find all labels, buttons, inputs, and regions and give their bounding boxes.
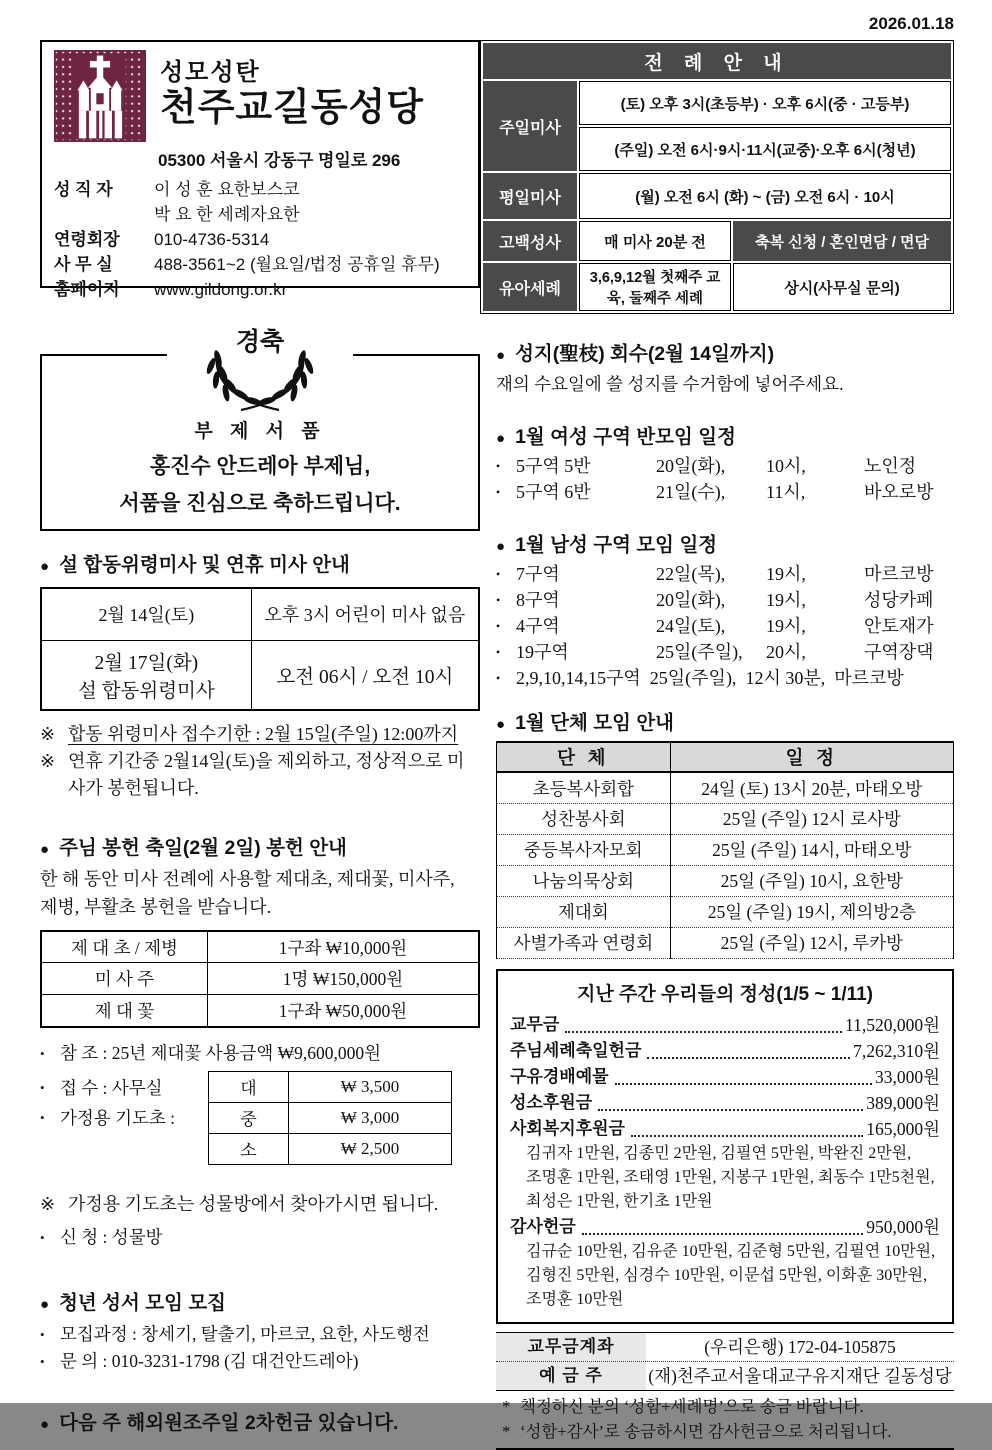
left-column: [40, 328, 480, 1450]
account-box: [496, 1332, 954, 1450]
district-name: 4구역: [516, 616, 560, 637]
seollal-row1-desc: 오후 3시 어린이 미사 없음: [251, 588, 479, 640]
meeting-place: 마르코방: [834, 668, 904, 689]
offering-heading-text: 주님 봉헌 축일(2월 2일) 봉헌 안내: [59, 837, 347, 859]
candle-notes: [40, 1071, 208, 1165]
youth-item1: [40, 1321, 480, 1348]
seollal-note1-text: 합동 위령미사 접수기한 : 2월 15일(주일) 12:00까지: [68, 724, 459, 744]
welfare-donors-line: 김귀자 1만원, 김종민 2만원, 김필연 5만원, 박완진 2만원,: [526, 1144, 912, 1162]
note-mark-icon: ※: [40, 751, 56, 771]
second-collection-text: 다음 주 해외원조주일 2차헌금 있습니다.: [59, 1411, 399, 1434]
info-label: 사 무 실: [54, 255, 113, 274]
men-heading: [496, 529, 954, 557]
info-value: 488-3561~2 (월요일/법정 공휴일 휴무): [154, 255, 440, 274]
church-info-box: [40, 40, 480, 299]
church-titles: [160, 50, 424, 131]
account-note: [502, 1419, 952, 1444]
meeting-place: 바오로방: [864, 482, 934, 503]
candle-pickup-text: 가정용 기도초는 성물방에서 찾아가시면 됩니다.: [68, 1193, 439, 1214]
donation-amount: 950,000원: [866, 1216, 940, 1237]
account-label: 교무금계좌: [496, 1333, 646, 1361]
thanks-donors-line: 조명훈 10만원: [526, 1290, 624, 1308]
meeting-place: 구역장댁: [864, 642, 934, 663]
donation-label: 사회복지후원금: [510, 1118, 625, 1138]
offering-price: 1구좌 ₩10,000원: [207, 931, 479, 963]
donation-label: 교무금: [510, 1014, 560, 1034]
district-name: 2,9,10,14,15구역: [516, 668, 641, 689]
youth-item1-text: 모집과정 : 창세기, 탈출기, 마르코, 요한, 사도행전: [60, 1323, 430, 1344]
offering-table: [40, 930, 480, 1028]
thanks-donors-line: 김형진 5만원, 심경수 10만원, 이문섭 5만원, 이화훈 30만원,: [526, 1266, 928, 1284]
offering-item: 미 사 주: [41, 963, 207, 995]
sunday-mass-saturday: (토) 오후 3시(초등부) · 오후 6시(중 · 고등부): [579, 81, 951, 125]
dotted-leader: [631, 1135, 863, 1137]
info-value: 010-4736-5314: [154, 230, 270, 249]
account-note: [502, 1394, 952, 1419]
church-logo-icon: [54, 50, 146, 142]
table-row: [497, 772, 954, 803]
note-mark-icon: ※: [40, 724, 56, 744]
dot-icon: •: [496, 619, 501, 634]
group-name: 중등복사자모회: [497, 834, 671, 865]
welfare-donors-line: 최성은 1만원, 한기초 1만원: [526, 1192, 713, 1210]
welfare-donors-line: 조명훈 1만원, 조태영 1만원, 지봉구 1만원, 최동수 1만5천원,: [526, 1168, 935, 1186]
offering-item: 제 대 초 / 제병: [41, 931, 207, 963]
group-schedule: 25일 (주일) 12시 로사방: [670, 803, 953, 834]
meeting-time: 19시,: [766, 590, 806, 611]
dotted-leader: [615, 1083, 872, 1085]
dot-icon: •: [496, 671, 501, 686]
dot-icon: •: [40, 1229, 45, 1245]
offering-item: 제 대 꽃: [41, 995, 207, 1027]
donation-amount: 7,262,310원: [853, 1040, 940, 1061]
candle-price: ₩ 3,000: [289, 1102, 452, 1133]
right-column: [496, 338, 954, 1450]
meeting-place: 노인정: [864, 456, 917, 477]
liturgy-table: [480, 40, 954, 314]
group-name: 제대회: [497, 896, 671, 927]
laurel-wreath-wrap: [167, 326, 353, 418]
youth-item2: [40, 1348, 480, 1375]
dot-icon: •: [40, 1045, 45, 1061]
offering-price: 1명 ₩150,000원: [207, 963, 479, 995]
group-schedule: 25일 (주일) 19시, 제의방2층: [670, 896, 953, 927]
meeting-place: 안토재가: [864, 616, 934, 637]
note-mark-icon: ※: [40, 1193, 56, 1214]
meeting-date: 24일(토),: [656, 616, 726, 637]
district-name: 5구역 5반: [516, 456, 591, 477]
donation-entry: [510, 1012, 940, 1038]
bullet-icon: ●: [40, 558, 50, 575]
infant-baptism-note: 상시(사무실 문의): [733, 263, 951, 311]
meeting-place: 성당카페: [864, 590, 934, 611]
group-schedule: 25일 (주일) 14시, 마태오방: [670, 834, 953, 865]
palm-heading-text: 성지(聖枝) 회수(2월 14일까지): [515, 343, 775, 365]
donation-label: 성소후원금: [510, 1092, 593, 1112]
ordination-subtitle: 부 제 서 품: [194, 421, 326, 442]
groups-heading: [496, 707, 954, 735]
seollal-note2-text: 연휴 기간중 2월14일(토)을 제외하고, 정상적으로 미사가 봉헌됩니다.: [68, 751, 465, 798]
donation-entry: [510, 1090, 940, 1116]
donation-amount: 33,000원: [874, 1066, 940, 1087]
district-name: 8구역: [516, 590, 560, 611]
weekday-mass-times: (월) 오전 6시 (화) ~ (금) 오전 6시 · 10시: [579, 173, 951, 219]
seollal-heading-text: 설 합동위령미사 및 연휴 미사 안내: [59, 554, 350, 576]
groups-col-name: 단 체: [497, 742, 671, 772]
donation-label: 구유경배예물: [510, 1066, 609, 1086]
seollal-row1-date: 2월 14일(토): [41, 588, 251, 640]
seollal-row2-date1: 2월 17일(화): [94, 652, 199, 674]
thanks-donors-line: 김규순 10만원, 김유준 10만원, 김준형 5만원, 김필연 10만원,: [526, 1242, 936, 1260]
meeting-time: 12시 30분,: [745, 668, 826, 689]
offering-heading: [40, 832, 480, 860]
bullet-icon: ●: [496, 716, 506, 734]
bullet-icon: ●: [40, 1415, 50, 1433]
sunday-mass-sunday: (주일) 오전 6시·9시·11시(교중)·오후 6시(청년): [579, 127, 951, 171]
men-heading-text: 1월 남성 구역 모임 일정: [515, 534, 718, 557]
dot-icon: •: [496, 459, 501, 474]
bullet-icon: ●: [40, 1295, 50, 1313]
youth-item2-text: 문 의 : 010-3231-1798 (김 대건안드레아): [60, 1350, 359, 1371]
table-row: [497, 896, 954, 927]
district-name: 7구역: [516, 564, 560, 585]
dot-icon: •: [496, 645, 501, 660]
issue-date: 2026.01.18: [868, 14, 954, 33]
table-row: [497, 927, 954, 958]
offering-intro-line1: 한 해 동안 미사 전례에 사용할 제대초, 제대꽃, 미사주,: [40, 869, 455, 889]
account-notes: [496, 1391, 954, 1448]
dotted-leader: [582, 1233, 864, 1235]
congrats-label: 경축: [235, 328, 285, 356]
offering-intro: [40, 866, 480, 922]
candle-price: ₩ 2,500: [289, 1133, 452, 1164]
bullet-icon: ●: [496, 430, 506, 448]
info-line-homepage: [54, 277, 468, 302]
meeting-time: 19시,: [766, 564, 806, 585]
info-line-office: [54, 252, 468, 277]
candle-apply-note: [40, 1224, 480, 1251]
account-note1-text: 책정하신 분의 ‘성함+세례명’으로 송금 바랍니다.: [520, 1396, 864, 1416]
info-value: 박 요 한 세례자요한: [154, 205, 300, 224]
schedule-row: [496, 479, 954, 505]
info-label: 홈페이지: [54, 280, 120, 299]
body-columns: [40, 328, 954, 1450]
church-name: 천주교길동성당: [160, 87, 424, 129]
offering-ref-note: [40, 1040, 480, 1067]
candle-size: 중: [209, 1102, 289, 1133]
candle-pickup-note: [40, 1191, 480, 1218]
group-name: 성찬봉사회: [497, 803, 671, 834]
header: [40, 40, 954, 314]
men-rows: [496, 561, 954, 691]
women-rows: [496, 453, 954, 505]
dotted-leader: [565, 1031, 842, 1033]
candle-price-table: [208, 1071, 452, 1165]
dotted-leader: [647, 1057, 850, 1059]
meeting-date: 21일(수),: [656, 482, 726, 503]
group-schedule: 24일 (토) 13시 20분, 마태오방: [670, 772, 953, 803]
account-row: [496, 1333, 954, 1362]
group-schedule: 25일 (주일) 12시, 루카방: [670, 927, 953, 958]
offering-intro-line2: 제병, 부활초 봉헌을 받습니다.: [40, 896, 272, 917]
donation-entry: [510, 1116, 940, 1142]
account-number: (우리은행) 172-04-105875: [704, 1337, 896, 1358]
confession-label: 고백성사: [483, 221, 577, 261]
donation-amount: 11,520,000원: [844, 1014, 940, 1035]
dot-icon: •: [40, 1326, 45, 1342]
groups-table: [496, 741, 954, 959]
donations-title: 지난 주간 우리들의 정성(1/5 ~ 1/11): [576, 983, 874, 1005]
bullet-icon: ●: [40, 841, 50, 858]
seollal-row2-desc: 오전 06시 / 오전 10시: [251, 640, 479, 710]
laurel-wreath-icon: [175, 326, 345, 418]
seollal-note2: [40, 748, 480, 802]
candle-section: [40, 1071, 480, 1165]
candle-size: 소: [209, 1133, 289, 1164]
offering-ref-text: 참 조 : 25년 제대꽃 사용금액 ₩9,600,000원: [60, 1042, 382, 1063]
meeting-time: 20시,: [766, 642, 806, 663]
offering-receipt-text: 접 수 : 사무실: [60, 1077, 163, 1098]
dot-icon: •: [496, 567, 501, 582]
group-name: 초등복사회합: [497, 772, 671, 803]
schedule-row: [496, 561, 954, 587]
table-row: [497, 803, 954, 834]
schedule-row: [496, 665, 954, 691]
youth-heading-text: 청년 성서 모임 모집: [59, 1291, 227, 1314]
church-address: 05300 서울시 강동구 명일로 296: [158, 151, 401, 170]
meeting-time: 10시,: [766, 456, 806, 477]
district-name: 5구역 6반: [516, 482, 591, 503]
dot-icon: •: [40, 1109, 45, 1125]
women-heading: [496, 421, 954, 449]
info-value: 이 성 훈 요한보스코: [154, 180, 300, 199]
schedule-row: [496, 639, 954, 665]
dot-icon: •: [496, 485, 501, 500]
account-row: [496, 1362, 954, 1391]
seollal-heading: [40, 549, 480, 577]
confession-time: 매 미사 20분 전: [579, 221, 731, 261]
donation-entry: [510, 1064, 940, 1090]
church-logo-row: [54, 50, 468, 142]
celebration-box: [40, 328, 480, 531]
homepage-url: www.gildong.or.kr: [154, 280, 288, 299]
account-note2-text: ‘성함+감사’로 송금하시면 감사헌금으로 처리됩니다.: [520, 1421, 892, 1441]
group-name: 사별가족과 연령회: [497, 927, 671, 958]
info-line-priest: [54, 177, 468, 202]
seollal-table: [40, 587, 480, 711]
weekday-mass-label: 평일미사: [483, 173, 577, 219]
meeting-date: 25일(주일),: [649, 668, 737, 689]
offering-receipt-note: [40, 1073, 208, 1103]
ordination-line1: 홍진수 안드레아 부제님,: [149, 455, 371, 478]
info-label: [54, 202, 154, 227]
asterisk-icon: *: [502, 1396, 511, 1416]
seollal-row2-date: [41, 640, 251, 710]
schedule-row: [496, 613, 954, 639]
dot-icon: •: [496, 593, 501, 608]
candle-note-text: 가정용 기도초 :: [60, 1107, 176, 1128]
infant-baptism-label: 유아세례: [483, 263, 577, 311]
info-label: 성 직 자: [54, 180, 113, 199]
dot-icon: •: [40, 1079, 45, 1095]
group-name: 나눔의묵상회: [497, 865, 671, 896]
meeting-date: 22일(목),: [656, 564, 726, 585]
schedule-row: [496, 587, 954, 613]
candle-note: [40, 1103, 208, 1133]
groups-heading-text: 1월 단체 모임 안내: [515, 712, 675, 735]
church-tagline: 성모성탄: [160, 59, 261, 86]
women-heading-text: 1월 여성 구역 반모임 일정: [515, 426, 736, 449]
candle-price: ₩ 3,500: [289, 1071, 452, 1102]
donation-entry: [510, 1214, 940, 1240]
table-row: [497, 865, 954, 896]
weekly-donations-box: [496, 969, 954, 1324]
sunday-mass-label: 주일미사: [483, 81, 577, 171]
candle-size: 대: [209, 1071, 289, 1102]
blessing-consult-note: 축복 신청 / 혼인면담 / 면담: [733, 221, 951, 261]
seollal-note1: [40, 721, 480, 748]
donation-amount: 389,000원: [866, 1092, 940, 1113]
account-holder-name: (재)천주교서울대교구유지재단 길동성당: [648, 1366, 952, 1387]
asterisk-icon: *: [502, 1421, 511, 1441]
bullet-icon: ●: [496, 538, 506, 556]
table-row: [497, 834, 954, 865]
offering-price: 1구좌 ₩50,000원: [207, 995, 479, 1027]
groups-col-schedule: 일 정: [670, 742, 953, 772]
dot-icon: •: [40, 1353, 45, 1369]
info-line-chair: [54, 227, 468, 252]
account-holder-label: 예 금 주: [496, 1362, 646, 1390]
meeting-place: 마르코방: [864, 564, 934, 585]
donation-amount: 165,000원: [866, 1118, 940, 1139]
meeting-date: 25일(주일),: [656, 642, 743, 663]
seollal-row2-date2: 설 합동위령미사: [78, 680, 215, 702]
infant-baptism-schedule: 3,6,9,12월 첫째주 교육, 둘째주 세례: [579, 263, 731, 311]
donation-label: 주님세례축일헌금: [510, 1040, 642, 1060]
meeting-time: 19시,: [766, 616, 806, 637]
meeting-time: 11시,: [766, 482, 806, 503]
donation-label: 감사헌금: [510, 1216, 576, 1236]
ordination-line2: 서품을 진심으로 축하드립니다.: [119, 492, 401, 515]
district-name: 19구역: [516, 642, 569, 663]
group-schedule: 25일 (주일) 10시, 요한방: [670, 865, 953, 896]
second-collection-heading: [40, 1407, 480, 1435]
candle-apply-text: 신 청 : 성물방: [60, 1226, 163, 1247]
liturgy-title: 전 례 안 내: [483, 43, 951, 79]
youth-heading: [40, 1287, 480, 1315]
meeting-date: 20일(화),: [656, 456, 726, 477]
schedule-row: [496, 453, 954, 479]
donation-entry: [510, 1038, 940, 1064]
dotted-leader: [598, 1109, 863, 1111]
palm-body: 재의 수요일에 쓸 성지를 수거함에 넣어주세요.: [496, 374, 844, 394]
meeting-date: 20일(화),: [656, 590, 726, 611]
bullet-icon: ●: [496, 347, 506, 364]
palm-heading: [496, 338, 954, 366]
info-label: 연령회장: [54, 230, 120, 249]
info-line-priest2: [54, 202, 468, 227]
